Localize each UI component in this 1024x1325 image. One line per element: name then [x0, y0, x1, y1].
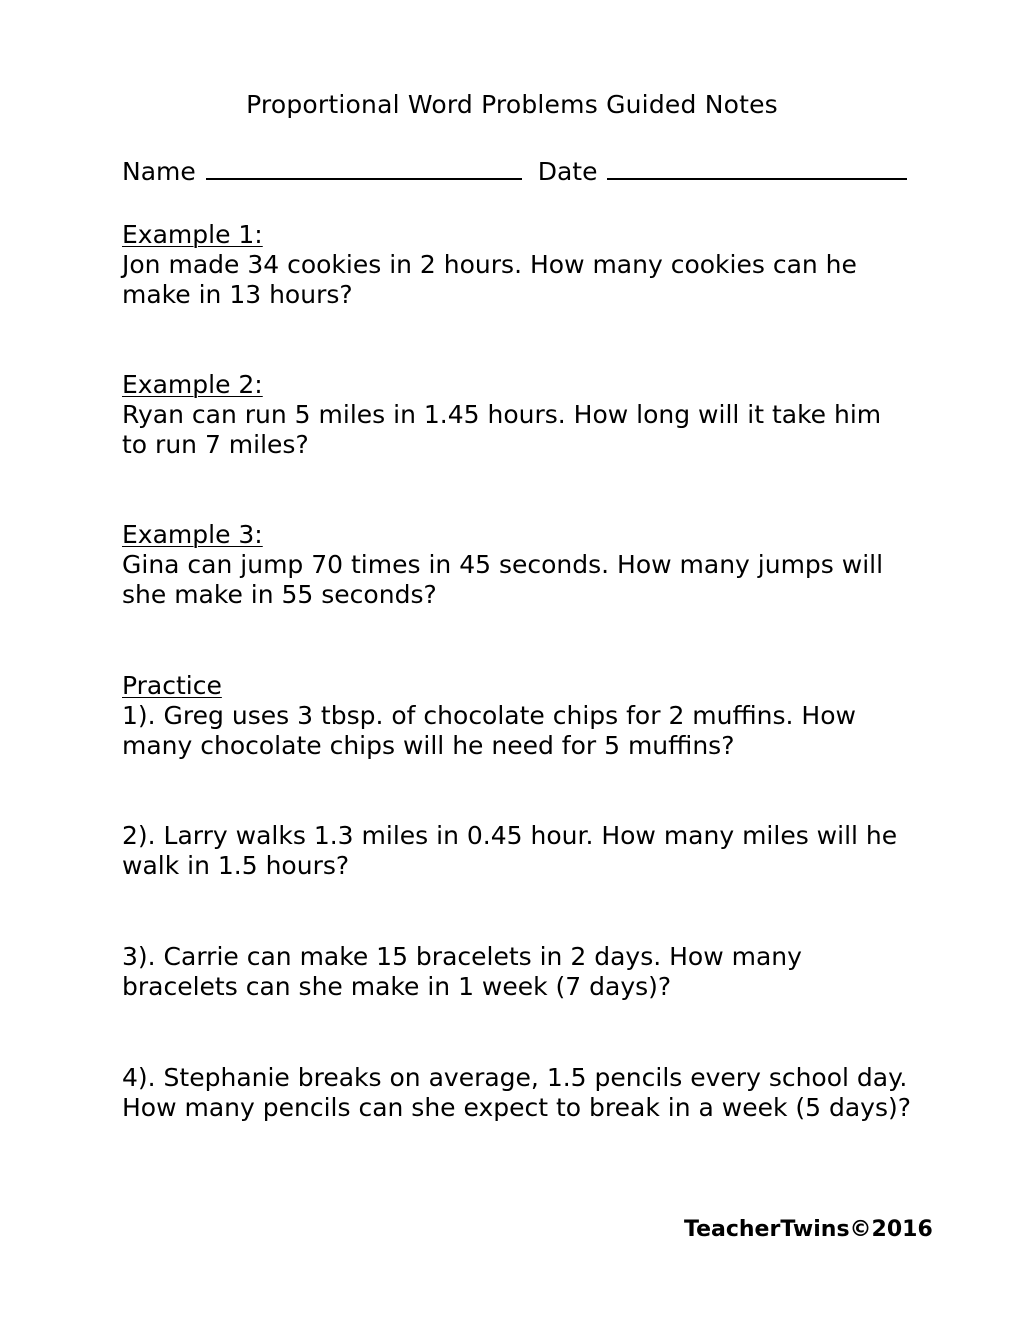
- practice-problem-4: 4). Stephanie breaks on average, 1.5 pencils every school day. How many pencils can she expect to break in a week (5 days)?: [122, 1063, 912, 1122]
- example-1-heading: Example 1:: [122, 220, 263, 249]
- practice-problem-2-block: [122, 821, 912, 881]
- practice-problem-3: 3). Carrie can make 15 bracelets in 2 days. How many bracelets can she make in 1 week (7 days)?: [122, 942, 802, 1001]
- example-2-text: Ryan can run 5 miles in 1.45 hours. How long will it take him to run 7 miles?: [122, 400, 882, 459]
- example-3: [122, 520, 912, 610]
- example-2-heading: Example 2:: [122, 370, 263, 399]
- name-field-blank[interactable]: [206, 152, 522, 180]
- practice-problem-2: 2). Larry walks 1.3 miles in 0.45 hour. How many miles will he walk in 1.5 hours?: [122, 821, 898, 880]
- example-3-heading: Example 3:: [122, 520, 263, 549]
- example-3-text: Gina can jump 70 times in 45 seconds. How many jumps will she make in 55 seconds?: [122, 550, 884, 609]
- example-1-text: Jon made 34 cookies in 2 hours. How many cookies can he make in 13 hours?: [122, 250, 857, 309]
- name-label: Name: [122, 157, 196, 186]
- example-2: [122, 370, 912, 460]
- practice-heading: Practice: [122, 671, 222, 700]
- page-title: Proportional Word Problems Guided Notes: [246, 90, 778, 119]
- name-date-line: [122, 152, 915, 191]
- copyright-footer: TeacherTwins©2016: [684, 1217, 933, 1242]
- date-label: Date: [537, 157, 598, 186]
- date-field-blank[interactable]: [607, 152, 907, 180]
- example-1: [122, 220, 912, 310]
- practice-problem-4-block: [122, 1063, 912, 1123]
- practice-problem-1: 1). Greg uses 3 tbsp. of chocolate chips for 2 muffins. How many chocolate chips will he need for 5 muffins?: [122, 701, 856, 760]
- practice-problem-3-block: [122, 942, 912, 1002]
- practice-section: [122, 671, 912, 761]
